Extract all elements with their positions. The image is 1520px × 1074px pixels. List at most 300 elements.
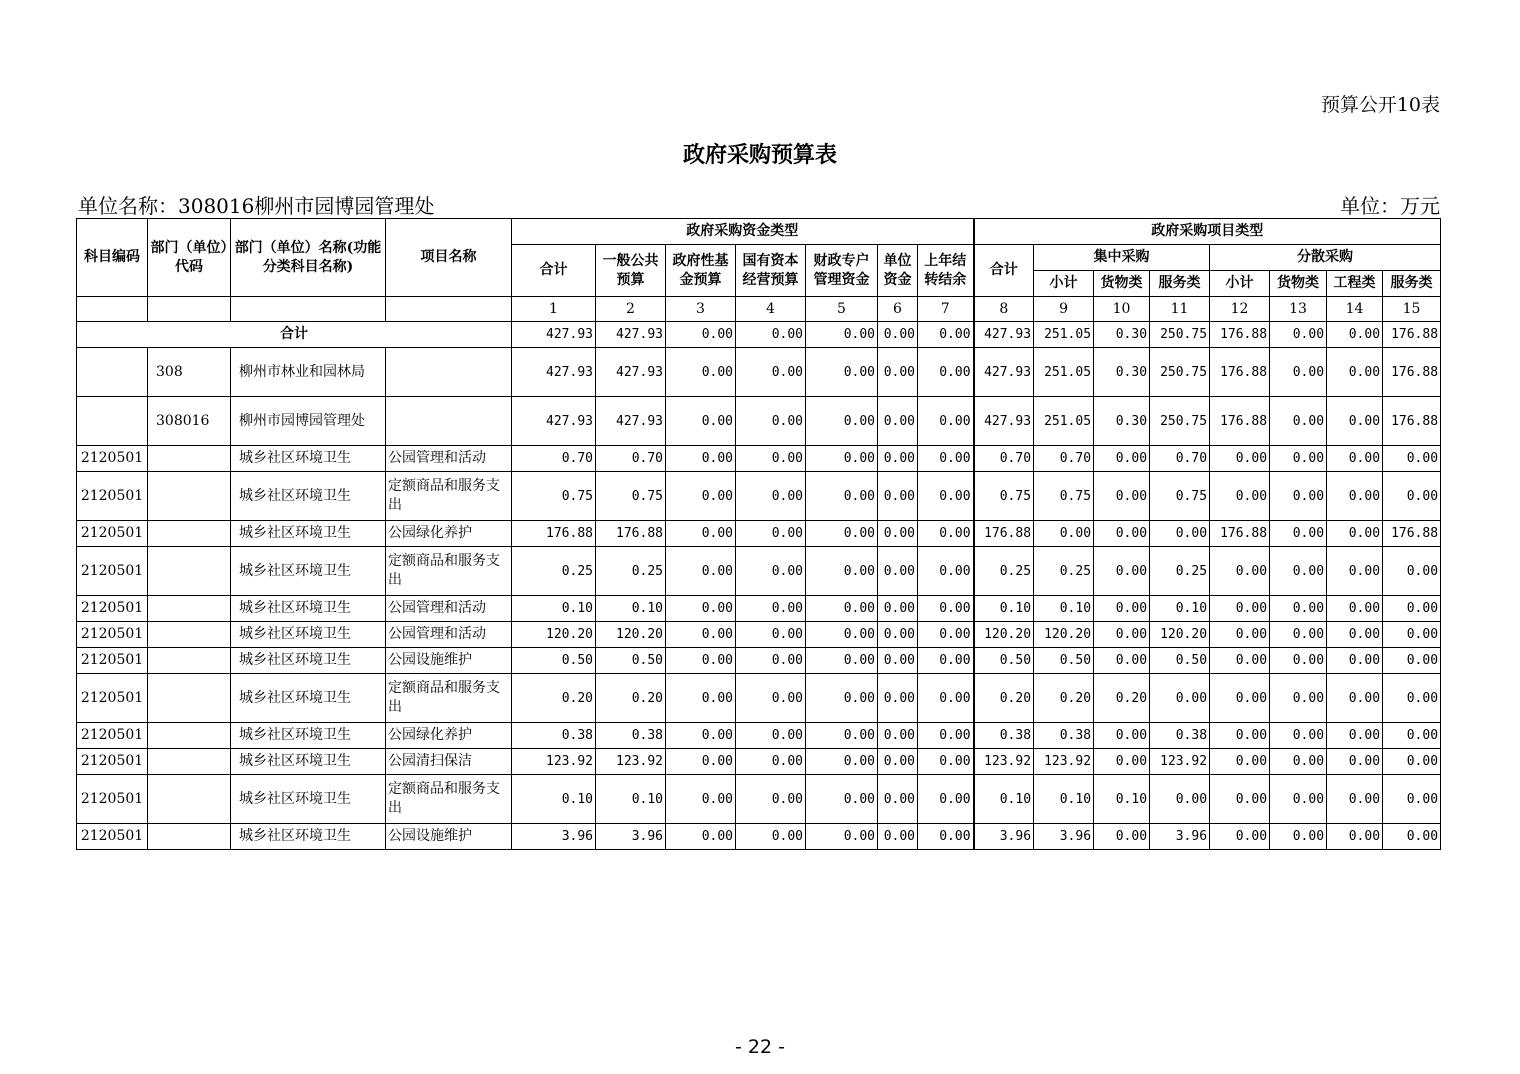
value-cell: 0.00 bbox=[1327, 322, 1383, 348]
value-cell: 427.93 bbox=[974, 322, 1034, 348]
value-cell: 0.00 bbox=[1270, 446, 1327, 472]
subject-code-cell: 2120501 bbox=[77, 596, 148, 622]
value-cell: 0.00 bbox=[666, 622, 736, 648]
value-cell: 3.96 bbox=[596, 824, 666, 850]
value-cell: 0.00 bbox=[1210, 622, 1270, 648]
value-cell: 0.00 bbox=[918, 622, 974, 648]
value-cell: 0.25 bbox=[512, 547, 596, 596]
value-cell: 0.00 bbox=[1270, 824, 1327, 850]
value-cell: 0.00 bbox=[1094, 446, 1150, 472]
table-row bbox=[77, 397, 1441, 446]
value-cell: 0.00 bbox=[878, 446, 918, 472]
value-cell: 0.00 bbox=[1094, 622, 1150, 648]
dept-name-cell: 城乡社区环境卫生 bbox=[231, 648, 386, 674]
value-cell: 0.00 bbox=[918, 674, 974, 723]
value-cell: 0.00 bbox=[806, 622, 878, 648]
value-cell: 120.20 bbox=[1150, 622, 1210, 648]
dept-code-cell bbox=[148, 749, 231, 775]
value-cell: 0.50 bbox=[512, 648, 596, 674]
table-row bbox=[77, 749, 1441, 775]
value-cell: 0.00 bbox=[1327, 674, 1383, 723]
project-name-cell: 公园管理和活动 bbox=[386, 446, 512, 472]
project-name-cell bbox=[386, 348, 512, 397]
value-cell: 0.00 bbox=[918, 596, 974, 622]
dept-name-cell: 城乡社区环境卫生 bbox=[231, 521, 386, 547]
value-cell: 0.00 bbox=[1210, 674, 1270, 723]
value-cell: 0.00 bbox=[1094, 648, 1150, 674]
value-cell: 0.00 bbox=[666, 749, 736, 775]
total-row bbox=[77, 322, 1441, 348]
project-name-cell: 公园设施维护 bbox=[386, 824, 512, 850]
value-cell: 0.00 bbox=[1094, 596, 1150, 622]
project-name-cell: 定额商品和服务支出 bbox=[386, 775, 512, 824]
value-cell: 0.00 bbox=[1210, 824, 1270, 850]
value-cell: 0.25 bbox=[974, 547, 1034, 596]
value-cell: 0.00 bbox=[1210, 648, 1270, 674]
header-service: 服务类 bbox=[1150, 271, 1210, 297]
value-cell: 0.00 bbox=[736, 674, 806, 723]
value-cell: 0.25 bbox=[1034, 547, 1094, 596]
dept-name-cell: 城乡社区环境卫生 bbox=[231, 472, 386, 521]
value-cell: 0.75 bbox=[1034, 472, 1094, 521]
col-number: 14 bbox=[1327, 297, 1383, 322]
value-cell: 0.00 bbox=[878, 622, 918, 648]
value-cell: 0.00 bbox=[736, 472, 806, 521]
value-cell: 0.00 bbox=[1327, 446, 1383, 472]
table-row bbox=[77, 674, 1441, 723]
value-cell: 0.50 bbox=[1034, 648, 1094, 674]
dept-code-cell bbox=[148, 674, 231, 723]
value-cell: 0.25 bbox=[596, 547, 666, 596]
value-cell: 0.00 bbox=[666, 723, 736, 749]
value-cell: 0.70 bbox=[974, 446, 1034, 472]
value-cell: 176.88 bbox=[1383, 348, 1441, 397]
project-name-cell: 定额商品和服务支出 bbox=[386, 547, 512, 596]
value-cell: 0.00 bbox=[1383, 749, 1441, 775]
value-cell: 0.00 bbox=[666, 824, 736, 850]
value-cell: 0.00 bbox=[1327, 397, 1383, 446]
value-cell: 0.00 bbox=[878, 749, 918, 775]
value-cell: 0.00 bbox=[1327, 547, 1383, 596]
value-cell: 0.00 bbox=[1210, 446, 1270, 472]
value-cell: 0.00 bbox=[918, 397, 974, 446]
dept-name-cell: 城乡社区环境卫生 bbox=[231, 723, 386, 749]
value-cell: 0.00 bbox=[1270, 521, 1327, 547]
value-cell: 0.00 bbox=[806, 674, 878, 723]
subject-code-cell: 2120501 bbox=[77, 775, 148, 824]
value-cell: 427.93 bbox=[596, 322, 666, 348]
value-cell: 3.96 bbox=[1150, 824, 1210, 850]
value-cell: 0.00 bbox=[1327, 723, 1383, 749]
project-name-cell: 公园清扫保洁 bbox=[386, 749, 512, 775]
value-cell: 0.38 bbox=[1034, 723, 1094, 749]
value-cell: 0.00 bbox=[1270, 472, 1327, 521]
header-subtotal: 小计 bbox=[1034, 271, 1094, 297]
project-name-cell: 公园绿化养护 bbox=[386, 723, 512, 749]
value-cell: 0.00 bbox=[918, 322, 974, 348]
value-cell: 0.10 bbox=[1094, 775, 1150, 824]
value-cell: 120.20 bbox=[1034, 622, 1094, 648]
value-cell: 0.00 bbox=[1383, 622, 1441, 648]
value-cell: 0.00 bbox=[666, 322, 736, 348]
value-cell: 123.92 bbox=[1034, 749, 1094, 775]
header-gov-fund: 政府性基金预算 bbox=[666, 245, 736, 297]
dept-name-cell: 柳州市园博园管理处 bbox=[231, 397, 386, 446]
subject-code-cell: 2120501 bbox=[77, 723, 148, 749]
value-cell: 0.00 bbox=[878, 521, 918, 547]
value-cell: 0.00 bbox=[1383, 775, 1441, 824]
value-cell: 0.20 bbox=[512, 674, 596, 723]
value-cell: 0.00 bbox=[1210, 749, 1270, 775]
value-cell: 0.00 bbox=[1327, 824, 1383, 850]
value-cell: 0.00 bbox=[666, 397, 736, 446]
value-cell: 0.00 bbox=[1094, 547, 1150, 596]
value-cell: 0.00 bbox=[1383, 723, 1441, 749]
project-name-cell: 定额商品和服务支出 bbox=[386, 674, 512, 723]
dept-name-cell: 城乡社区环境卫生 bbox=[231, 446, 386, 472]
value-cell: 0.20 bbox=[1034, 674, 1094, 723]
value-cell: 0.00 bbox=[1270, 622, 1327, 648]
table-row bbox=[77, 775, 1441, 824]
subject-code-cell: 2120501 bbox=[77, 521, 148, 547]
value-cell: 0.00 bbox=[736, 775, 806, 824]
header-subtotal-2: 小计 bbox=[1210, 271, 1270, 297]
value-cell: 0.75 bbox=[596, 472, 666, 521]
value-cell: 0.00 bbox=[736, 547, 806, 596]
col-number: 5 bbox=[806, 297, 878, 322]
value-cell: 0.00 bbox=[666, 775, 736, 824]
value-cell: 0.10 bbox=[1034, 596, 1094, 622]
dept-code-cell bbox=[148, 622, 231, 648]
col-number: 10 bbox=[1094, 297, 1150, 322]
value-cell: 0.10 bbox=[596, 596, 666, 622]
value-cell: 176.88 bbox=[596, 521, 666, 547]
value-cell: 0.00 bbox=[1270, 322, 1327, 348]
value-cell: 0.00 bbox=[878, 348, 918, 397]
col-number: 3 bbox=[666, 297, 736, 322]
subject-code-cell: 2120501 bbox=[77, 446, 148, 472]
value-cell: 0.00 bbox=[1094, 824, 1150, 850]
value-cell: 0.00 bbox=[1270, 674, 1327, 723]
value-cell: 0.00 bbox=[1210, 775, 1270, 824]
value-cell: 0.38 bbox=[974, 723, 1034, 749]
dept-code-cell: 308 bbox=[148, 348, 231, 397]
table-row bbox=[77, 596, 1441, 622]
value-cell: 250.75 bbox=[1150, 397, 1210, 446]
table-row bbox=[77, 547, 1441, 596]
value-cell: 0.00 bbox=[1210, 547, 1270, 596]
dept-name-cell: 城乡社区环境卫生 bbox=[231, 547, 386, 596]
value-cell: 0.00 bbox=[806, 397, 878, 446]
value-cell: 0.00 bbox=[1270, 348, 1327, 397]
value-cell: 0.00 bbox=[806, 348, 878, 397]
value-cell: 0.00 bbox=[736, 824, 806, 850]
value-cell: 0.00 bbox=[806, 775, 878, 824]
value-cell: 176.88 bbox=[1383, 397, 1441, 446]
table-number: 预算公开10表 bbox=[1320, 94, 1440, 116]
value-cell: 0.00 bbox=[1383, 596, 1441, 622]
value-cell: 427.93 bbox=[974, 397, 1034, 446]
value-cell: 0.00 bbox=[1327, 521, 1383, 547]
value-cell: 0.75 bbox=[512, 472, 596, 521]
value-cell: 0.00 bbox=[1210, 472, 1270, 521]
value-cell: 0.00 bbox=[666, 648, 736, 674]
value-cell: 0.00 bbox=[736, 322, 806, 348]
value-cell: 123.92 bbox=[974, 749, 1034, 775]
value-cell: 0.00 bbox=[878, 397, 918, 446]
value-cell: 0.20 bbox=[596, 674, 666, 723]
value-cell: 0.20 bbox=[974, 674, 1034, 723]
page-title: 政府采购预算表 bbox=[682, 142, 837, 168]
header-dispersed: 分散采购 bbox=[1210, 245, 1441, 271]
value-cell: 0.10 bbox=[512, 775, 596, 824]
currency-unit: 单位：万元 bbox=[1340, 194, 1440, 218]
value-cell: 0.00 bbox=[918, 472, 974, 521]
value-cell: 427.93 bbox=[512, 322, 596, 348]
header-funding-type: 政府采购资金类型 bbox=[512, 219, 974, 245]
value-cell: 0.00 bbox=[1270, 723, 1327, 749]
col-number: 1 bbox=[512, 297, 596, 322]
subject-code-cell bbox=[77, 348, 148, 397]
header-project-name: 项目名称 bbox=[386, 219, 512, 297]
value-cell: 0.00 bbox=[918, 446, 974, 472]
header-total: 合计 bbox=[512, 245, 596, 297]
value-cell: 0.00 bbox=[918, 723, 974, 749]
table-row bbox=[77, 446, 1441, 472]
value-cell: 0.00 bbox=[1094, 472, 1150, 521]
value-cell: 0.00 bbox=[736, 723, 806, 749]
value-cell: 0.00 bbox=[666, 596, 736, 622]
table-row bbox=[77, 472, 1441, 521]
value-cell: 0.00 bbox=[1270, 397, 1327, 446]
value-cell: 0.00 bbox=[878, 472, 918, 521]
value-cell: 0.00 bbox=[1327, 622, 1383, 648]
table-row bbox=[77, 648, 1441, 674]
col-number: 15 bbox=[1383, 297, 1441, 322]
dept-name-cell: 城乡社区环境卫生 bbox=[231, 749, 386, 775]
value-cell: 0.10 bbox=[596, 775, 666, 824]
value-cell: 251.05 bbox=[1034, 397, 1094, 446]
value-cell: 0.00 bbox=[1327, 648, 1383, 674]
table-row bbox=[77, 348, 1441, 397]
project-name-cell: 公园管理和活动 bbox=[386, 622, 512, 648]
table-row bbox=[77, 824, 1441, 850]
value-cell: 3.96 bbox=[974, 824, 1034, 850]
value-cell: 0.00 bbox=[878, 648, 918, 674]
value-cell: 0.00 bbox=[1383, 446, 1441, 472]
dept-name-cell: 柳州市林业和园林局 bbox=[231, 348, 386, 397]
subject-code-cell: 2120501 bbox=[77, 749, 148, 775]
value-cell: 0.00 bbox=[806, 824, 878, 850]
value-cell: 0.00 bbox=[1150, 674, 1210, 723]
value-cell: 120.20 bbox=[512, 622, 596, 648]
table-row bbox=[77, 622, 1441, 648]
value-cell: 0.00 bbox=[1094, 723, 1150, 749]
value-cell: 120.20 bbox=[974, 622, 1034, 648]
value-cell: 0.38 bbox=[512, 723, 596, 749]
dept-code-cell bbox=[148, 472, 231, 521]
dept-code-cell bbox=[148, 596, 231, 622]
value-cell: 0.50 bbox=[1150, 648, 1210, 674]
value-cell: 0.00 bbox=[666, 547, 736, 596]
value-cell: 0.00 bbox=[1327, 472, 1383, 521]
value-cell: 3.96 bbox=[1034, 824, 1094, 850]
value-cell: 0.00 bbox=[1094, 749, 1150, 775]
value-cell: 0.00 bbox=[666, 472, 736, 521]
value-cell: 176.88 bbox=[512, 521, 596, 547]
value-cell: 0.00 bbox=[736, 749, 806, 775]
value-cell: 176.88 bbox=[974, 521, 1034, 547]
value-cell: 0.00 bbox=[878, 824, 918, 850]
value-cell: 0.00 bbox=[666, 674, 736, 723]
value-cell: 0.70 bbox=[596, 446, 666, 472]
table-row bbox=[77, 723, 1441, 749]
header-engineering: 工程类 bbox=[1327, 271, 1383, 297]
value-cell: 0.00 bbox=[878, 547, 918, 596]
table-row bbox=[77, 521, 1441, 547]
header-state-capital: 国有资本经营预算 bbox=[736, 245, 806, 297]
value-cell: 176.88 bbox=[1383, 521, 1441, 547]
value-cell: 0.00 bbox=[736, 622, 806, 648]
value-cell: 427.93 bbox=[512, 397, 596, 446]
col-number: 12 bbox=[1210, 297, 1270, 322]
value-cell: 250.75 bbox=[1150, 348, 1210, 397]
value-cell: 0.00 bbox=[806, 596, 878, 622]
value-cell: 0.00 bbox=[1383, 674, 1441, 723]
subject-code-cell: 2120501 bbox=[77, 547, 148, 596]
value-cell: 0.00 bbox=[918, 824, 974, 850]
unit-name: 单位名称：308016柳州市园博园管理处 bbox=[78, 194, 435, 218]
value-cell: 0.75 bbox=[974, 472, 1034, 521]
dept-code-cell bbox=[148, 775, 231, 824]
dept-code-cell bbox=[148, 521, 231, 547]
value-cell: 0.30 bbox=[1094, 397, 1150, 446]
value-cell: 0.50 bbox=[974, 648, 1034, 674]
value-cell: 0.10 bbox=[974, 775, 1034, 824]
value-cell: 0.00 bbox=[1150, 521, 1210, 547]
value-cell: 0.00 bbox=[1270, 775, 1327, 824]
value-cell: 0.00 bbox=[1383, 547, 1441, 596]
value-cell: 0.00 bbox=[806, 472, 878, 521]
value-cell: 0.00 bbox=[1270, 749, 1327, 775]
value-cell: 0.10 bbox=[1034, 775, 1094, 824]
project-name-cell bbox=[386, 397, 512, 446]
dept-code-cell bbox=[148, 648, 231, 674]
value-cell: 176.88 bbox=[1210, 348, 1270, 397]
header-item-type: 政府采购项目类型 bbox=[974, 219, 1441, 245]
value-cell: 0.00 bbox=[1270, 596, 1327, 622]
value-cell: 0.00 bbox=[1327, 749, 1383, 775]
value-cell: 176.88 bbox=[1210, 397, 1270, 446]
header-dept-code: 部门（单位）代码 bbox=[148, 219, 231, 297]
value-cell: 0.75 bbox=[1150, 472, 1210, 521]
col-number: 6 bbox=[878, 297, 918, 322]
value-cell: 0.00 bbox=[1094, 521, 1150, 547]
value-cell: 250.75 bbox=[1150, 322, 1210, 348]
col-number: 8 bbox=[974, 297, 1034, 322]
subject-code-cell: 2120501 bbox=[77, 648, 148, 674]
value-cell: 0.00 bbox=[878, 775, 918, 824]
value-cell: 0.00 bbox=[918, 348, 974, 397]
value-cell: 251.05 bbox=[1034, 348, 1094, 397]
value-cell: 0.00 bbox=[736, 521, 806, 547]
project-name-cell: 定额商品和服务支出 bbox=[386, 472, 512, 521]
project-name-cell: 公园设施维护 bbox=[386, 648, 512, 674]
value-cell: 427.93 bbox=[974, 348, 1034, 397]
value-cell: 0.70 bbox=[1034, 446, 1094, 472]
value-cell: 3.96 bbox=[512, 824, 596, 850]
value-cell: 0.00 bbox=[918, 648, 974, 674]
value-cell: 0.50 bbox=[596, 648, 666, 674]
value-cell: 0.00 bbox=[1210, 596, 1270, 622]
dept-name-cell: 城乡社区环境卫生 bbox=[231, 674, 386, 723]
dept-code-cell: 308016 bbox=[148, 397, 231, 446]
subject-code-cell: 2120501 bbox=[77, 824, 148, 850]
value-cell: 123.92 bbox=[1150, 749, 1210, 775]
value-cell: 0.00 bbox=[806, 749, 878, 775]
project-name-cell: 公园绿化养护 bbox=[386, 521, 512, 547]
value-cell: 0.00 bbox=[878, 723, 918, 749]
value-cell: 0.00 bbox=[736, 397, 806, 446]
value-cell: 0.00 bbox=[806, 723, 878, 749]
value-cell: 0.00 bbox=[806, 322, 878, 348]
value-cell: 0.00 bbox=[1150, 775, 1210, 824]
col-number: 4 bbox=[736, 297, 806, 322]
value-cell: 0.00 bbox=[806, 648, 878, 674]
header-centralized: 集中采购 bbox=[1034, 245, 1210, 271]
value-cell: 0.00 bbox=[736, 348, 806, 397]
subject-code-cell: 2120501 bbox=[77, 674, 148, 723]
value-cell: 0.20 bbox=[1094, 674, 1150, 723]
value-cell: 0.30 bbox=[1094, 322, 1150, 348]
value-cell: 0.10 bbox=[512, 596, 596, 622]
dept-code-cell bbox=[148, 723, 231, 749]
total-label: 合计 bbox=[77, 322, 512, 348]
value-cell: 0.00 bbox=[1270, 648, 1327, 674]
value-cell: 0.00 bbox=[1383, 472, 1441, 521]
value-cell: 176.88 bbox=[1210, 322, 1270, 348]
subject-code-cell bbox=[77, 397, 148, 446]
header-service-2: 服务类 bbox=[1383, 271, 1441, 297]
col-number: 13 bbox=[1270, 297, 1327, 322]
dept-name-cell: 城乡社区环境卫生 bbox=[231, 596, 386, 622]
value-cell: 0.00 bbox=[1327, 348, 1383, 397]
value-cell: 427.93 bbox=[596, 397, 666, 446]
value-cell: 0.00 bbox=[1034, 521, 1094, 547]
value-cell: 0.00 bbox=[1270, 547, 1327, 596]
value-cell: 0.00 bbox=[1210, 723, 1270, 749]
value-cell: 0.00 bbox=[1383, 648, 1441, 674]
value-cell: 0.00 bbox=[878, 674, 918, 723]
col-number: 11 bbox=[1150, 297, 1210, 322]
value-cell: 0.00 bbox=[918, 521, 974, 547]
value-cell: 427.93 bbox=[512, 348, 596, 397]
value-cell: 0.10 bbox=[974, 596, 1034, 622]
dept-code-cell bbox=[148, 547, 231, 596]
value-cell: 0.70 bbox=[1150, 446, 1210, 472]
subject-code-cell: 2120501 bbox=[77, 472, 148, 521]
col-number: 9 bbox=[1034, 297, 1094, 322]
value-cell: 176.88 bbox=[1210, 521, 1270, 547]
value-cell: 0.00 bbox=[666, 521, 736, 547]
value-cell: 0.00 bbox=[736, 596, 806, 622]
dept-code-cell bbox=[148, 824, 231, 850]
value-cell: 0.00 bbox=[736, 648, 806, 674]
value-cell: 0.00 bbox=[1327, 596, 1383, 622]
col-number: 2 bbox=[596, 297, 666, 322]
header-goods: 货物类 bbox=[1094, 271, 1150, 297]
value-cell: 0.00 bbox=[918, 749, 974, 775]
